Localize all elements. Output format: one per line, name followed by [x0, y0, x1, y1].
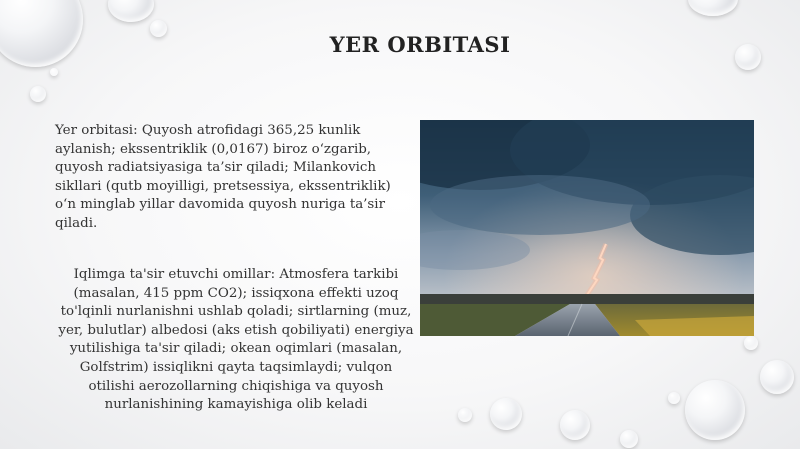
- water-drop-decoration: [760, 360, 794, 394]
- water-drop-decoration: [688, 0, 738, 16]
- water-drop-decoration: [560, 410, 590, 440]
- water-drop-decoration: [50, 68, 58, 76]
- climate-factors-paragraph: Iqlimga ta'sir etuvchi omillar: Atmosfera tarkibi (masalan, 415 ppm CO2); issiqxona effekti uzoq to'lqinli nurlanishni ushlab qoladi; sirtlarning (muz, yer, bulutlar) albedosi (aks etish qobiliyati) energiya yutilishiga ta'sir qiladi; okean oqimlari (masalan, Golfstrim) issiqlikni qayta taqsimlaydi; vulqon otilishi aerozollarning chiqishiga va quyosh nurlanishining kamayishiga olib keladi: [58, 267, 414, 413]
- water-drop-decoration: [108, 0, 154, 22]
- water-drop-decoration: [620, 430, 638, 448]
- orbit-paragraph: Yer orbitasi: Quyosh atrofidagi 365,25 kunlik aylanish; ekssentriklik (0,0167) biroz o‘zgarib, quyosh radiatsiyasiga ta’sir qiladi; Milankovich sikllari (qutb moyilligi, pretsessiya, ekssentriklik) o‘n minglab yillar davomida quyosh nuriga ta’sir qiladi.: [55, 123, 391, 231]
- water-drop-decoration: [735, 44, 761, 70]
- water-drop-decoration: [744, 336, 758, 350]
- slide-title: YER ORBITASI: [329, 32, 511, 57]
- water-drop-decoration: [0, 0, 83, 67]
- water-drop-decoration: [685, 380, 745, 440]
- storm-lightning-photo: [420, 120, 754, 336]
- water-drop-decoration: [490, 398, 522, 430]
- water-drop-decoration: [150, 20, 167, 37]
- water-drop-decoration: [30, 86, 46, 102]
- water-drop-decoration: [668, 392, 680, 404]
- water-drop-decoration: [458, 408, 472, 422]
